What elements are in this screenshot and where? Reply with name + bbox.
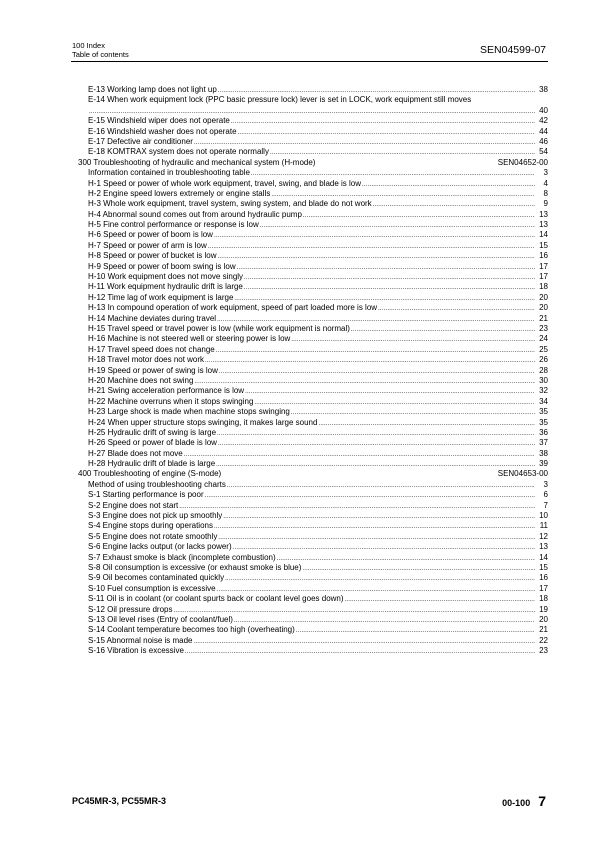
toc-page-number: 24	[539, 334, 548, 344]
toc-page-number: 11	[539, 521, 548, 531]
toc-section-heading	[76, 469, 548, 479]
toc-entry	[76, 179, 548, 189]
footer-page-number: 7	[538, 793, 546, 809]
dot-leader	[260, 221, 535, 231]
toc-entry-title: H-26 Speed or power of blade is low	[88, 438, 217, 448]
toc-entry	[76, 272, 548, 282]
toc-page-number: 15	[539, 240, 548, 250]
toc-page-number: 4	[543, 178, 548, 188]
toc-page-number: 20	[539, 292, 548, 302]
toc-entry	[76, 407, 548, 417]
toc-entry-title: S-8 Oil consumption is excessive (or exhaust smoke is blue)	[88, 562, 302, 572]
toc-entry	[76, 314, 548, 324]
toc-entry	[76, 428, 548, 438]
toc-entry-title: H-8 Speed or power of bucket is low	[88, 251, 217, 261]
toc-entry-title: S-2 Engine does not start	[88, 500, 179, 510]
dot-leader	[291, 335, 535, 345]
toc-page-number: 14	[539, 552, 548, 562]
toc-entry	[76, 262, 548, 272]
toc-entry-title: S-12 Oil pressure drops	[88, 604, 173, 614]
dot-leader	[214, 522, 535, 532]
toc-entry-title: H-16 Machine is not steered well or steering power is low	[88, 334, 291, 344]
toc-page-number: 3	[543, 479, 548, 489]
toc-entry-title: H-20 Machine does not swing	[88, 375, 194, 385]
dot-leader	[179, 502, 535, 512]
header-doc-code: SEN04599-07	[480, 44, 546, 56]
toc-page-number: 16	[539, 573, 548, 583]
toc-page-number: 26	[539, 355, 548, 365]
toc-entry	[76, 210, 548, 220]
dot-leader	[214, 231, 535, 241]
toc-entry	[76, 251, 548, 261]
dot-leader	[231, 117, 535, 127]
toc-page-number: 18	[539, 594, 548, 604]
toc-entry	[76, 241, 548, 251]
toc-page-number: 3	[543, 168, 548, 178]
toc-page-number: 13	[539, 209, 548, 219]
dot-leader	[216, 460, 535, 470]
footer-right	[502, 793, 546, 809]
dot-leader	[345, 595, 535, 605]
toc-entry-title: H-23 Large shock is made when machine stops swinging	[88, 407, 290, 417]
toc-entry	[76, 397, 548, 407]
toc-entry-title: E-18 KOMTRAX system does not operate normally	[88, 147, 269, 157]
toc-page-number: 25	[539, 344, 548, 354]
toc-section-code: SEN04653-00	[497, 469, 548, 479]
toc-page-number: 22	[539, 635, 548, 645]
toc-entry	[76, 366, 548, 376]
toc-entry-title: H-18 Travel motor does not work	[88, 355, 205, 365]
toc-entry-title: H-25 Hydraulic drift of swing is large	[88, 427, 217, 437]
toc-page-number: 28	[539, 365, 548, 375]
dot-leader	[254, 398, 535, 408]
footer-section-code: 00-100	[502, 798, 531, 808]
toc-page-number: 13	[539, 542, 548, 552]
toc-entry-title: S-9 Oil becomes contaminated quickly	[88, 573, 225, 583]
toc-page-number: 16	[539, 251, 548, 261]
toc-entry	[76, 573, 548, 583]
dot-leader	[218, 252, 535, 262]
toc-entry-title: S-4 Engine stops during operations	[88, 521, 213, 531]
toc-page-number: 40	[539, 105, 548, 115]
toc-page-number: 17	[539, 261, 548, 271]
toc-entry-title: S-16 Vibration is excessive	[88, 646, 184, 656]
dot-leader	[245, 387, 535, 397]
toc-entry	[76, 553, 548, 563]
dot-leader	[244, 283, 535, 293]
toc-entry	[76, 376, 548, 386]
toc-entry-title: S-10 Fuel consumption is excessive	[88, 583, 216, 593]
toc-entry-title: E-13 Working lamp does not light up	[88, 85, 217, 94]
toc-page-number: 34	[539, 396, 548, 406]
toc-entry-title: H-28 Hydraulic drift of blade is large	[88, 459, 216, 469]
toc-entry	[76, 147, 548, 157]
dot-leader	[223, 512, 535, 522]
toc-entry-title: S-1 Starting performance is poor	[88, 490, 204, 500]
toc-entry-title: H-11 Work equipment hydraulic drift is large	[88, 282, 243, 292]
toc-entry-title: H-3 Whole work equipment, travel system, swing system, and blade do not work	[88, 199, 372, 209]
toc-entry-title: H-6 Speed or power of boom is low	[88, 230, 213, 240]
toc-entry-title: H-2 Engine speed lowers extremely or engine stalls	[88, 188, 271, 198]
toc-entry-title: H-5 Fine control performance or response is low	[88, 220, 259, 230]
dot-leader	[291, 408, 535, 418]
dot-leader	[205, 491, 535, 501]
toc-entry	[76, 438, 548, 448]
toc-page-number: 19	[539, 604, 548, 614]
dot-leader	[217, 429, 535, 439]
page-header-left	[72, 41, 129, 59]
toc-entry	[76, 636, 548, 646]
toc-entry	[76, 532, 548, 542]
toc-page-number: 10	[539, 511, 548, 521]
toc-entry-title: S-6 Engine lacks output (or lacks power)	[88, 542, 232, 552]
dot-leader	[237, 263, 535, 273]
toc-entry	[76, 459, 548, 469]
toc-entry-title: H-21 Swing acceleration performance is low	[88, 386, 245, 396]
toc-entry	[76, 189, 548, 199]
toc-entry-title: H-19 Speed or power of swing is low	[88, 365, 218, 375]
dot-leader	[362, 180, 535, 190]
toc-entry	[76, 199, 548, 209]
dot-leader	[225, 574, 535, 584]
toc-entry	[76, 355, 548, 365]
toc-entry	[76, 324, 548, 334]
toc-entry-title: H-14 Machine deviates during travel	[88, 313, 217, 323]
table-of-contents	[76, 85, 548, 656]
toc-section-code: SEN04652-00	[497, 157, 548, 167]
toc-entry-title: Method of using troubleshooting charts	[88, 479, 226, 489]
header-section-title: 100 Index	[72, 41, 105, 50]
toc-entry	[76, 615, 548, 625]
toc-page-number: 21	[539, 625, 548, 635]
toc-entry	[76, 490, 548, 500]
toc-entry-title: H-7 Speed or power of arm is low	[88, 240, 207, 250]
dot-leader	[238, 128, 535, 138]
toc-entry-continuation	[76, 106, 548, 116]
toc-entry-title: H-13 In compound operation of work equipment, speed of part loaded more is low	[88, 303, 378, 313]
toc-section-title: 300 Troubleshooting of hydraulic and mechanical system (H-mode)	[78, 157, 316, 167]
toc-entry-title: H-10 Work equipment does not move singly	[88, 272, 244, 282]
toc-entry	[76, 542, 548, 552]
toc-entry	[76, 386, 548, 396]
toc-page-number: 35	[539, 417, 548, 427]
dot-leader	[216, 346, 535, 356]
toc-entry	[76, 303, 548, 313]
toc-entry	[76, 511, 548, 521]
toc-entry	[76, 137, 548, 147]
toc-entry-title: H-27 Blade does not move	[88, 448, 183, 458]
header-subtitle: Table of contents	[72, 50, 129, 59]
toc-entry	[76, 220, 548, 230]
toc-page-number: 32	[539, 386, 548, 396]
toc-entry	[76, 116, 548, 126]
toc-page-number: 38	[539, 85, 548, 94]
toc-page-number: 39	[539, 459, 548, 469]
toc-page-number: 46	[539, 136, 548, 146]
dot-leader	[244, 273, 535, 283]
dot-leader	[218, 439, 535, 449]
toc-section-heading	[76, 158, 548, 168]
toc-entry-title: Information contained in troubleshooting table	[88, 168, 250, 178]
toc-page-number: 12	[539, 531, 548, 541]
toc-entry-title: E-16 Windshield washer does not operate	[88, 126, 237, 136]
toc-entry	[76, 127, 548, 137]
toc-entry	[76, 230, 548, 240]
toc-entry-title: H-24 When upper structure stops swinging, it makes large sound	[88, 417, 318, 427]
toc-entry	[76, 605, 548, 615]
toc-page-number: 18	[539, 282, 548, 292]
toc-page-number: 15	[539, 562, 548, 572]
toc-entry	[76, 480, 548, 490]
dot-leader	[233, 543, 535, 553]
toc-entry	[76, 521, 548, 531]
toc-entry-title: H-17 Travel speed does not change	[88, 344, 215, 354]
toc-page-number: 30	[539, 375, 548, 385]
dot-leader	[318, 419, 535, 429]
dot-leader	[277, 554, 535, 564]
dot-leader	[302, 564, 535, 574]
toc-entry-title: H-1 Speed or power of whole work equipment, travel, swing, and blade is low	[88, 178, 362, 188]
dot-leader	[218, 533, 535, 543]
toc-page-number: 6	[543, 490, 548, 500]
toc-section-title: 400 Troubleshooting of engine (S-mode)	[78, 469, 222, 479]
toc-page-number: 23	[539, 323, 548, 333]
dot-leader	[194, 377, 535, 387]
dot-leader	[194, 637, 536, 647]
toc-entry-title: H-12 Time lag of work equipment is large	[88, 292, 234, 302]
toc-entry-title: H-15 Travel speed or travel power is low (while work equipment is normal)	[88, 323, 350, 333]
dot-leader	[373, 200, 535, 210]
toc-page-number: 20	[539, 614, 548, 624]
toc-page-number: 20	[539, 303, 548, 313]
toc-entry	[76, 625, 548, 635]
toc-page-number: 23	[539, 646, 548, 656]
dot-leader	[184, 450, 535, 460]
toc-entry-title: S-15 Abnormal noise is made	[88, 635, 193, 645]
toc-page-number: 13	[539, 220, 548, 230]
toc-entry-title: S-5 Engine does not rotate smoothly	[88, 531, 218, 541]
toc-page-number: 17	[539, 272, 548, 282]
dot-leader	[227, 481, 535, 491]
toc-entry	[76, 646, 548, 656]
toc-entry	[76, 345, 548, 355]
toc-page-number: 54	[539, 147, 548, 157]
footer-models: PC45MR-3, PC55MR-3	[72, 796, 167, 806]
toc-page-number: 14	[539, 230, 548, 240]
toc-page-number: 8	[543, 188, 548, 198]
toc-page-number: 44	[539, 126, 548, 136]
toc-entry-title: H-22 Machine overruns when it stops swinging	[88, 396, 254, 406]
toc-entry	[76, 594, 548, 604]
toc-page-number: 7	[543, 500, 548, 510]
dot-leader	[208, 242, 535, 252]
toc-entry	[76, 282, 548, 292]
toc-page-number: 17	[539, 583, 548, 593]
toc-page-number: 42	[539, 116, 548, 126]
toc-page-number: 9	[543, 199, 548, 209]
toc-entry	[76, 168, 548, 178]
toc-page-number: 37	[539, 438, 548, 448]
dot-leader	[205, 356, 535, 366]
toc-entry	[76, 501, 548, 511]
toc-page-number: 21	[539, 313, 548, 323]
toc-page-number: 35	[539, 407, 548, 417]
toc-entry-title: S-13 Oil level rises (Entry of coolant/fuel)	[88, 614, 233, 624]
toc-entry-title: S-7 Exhaust smoke is black (incomplete combustion)	[88, 552, 276, 562]
toc-entry-title: E-14 When work equipment lock (PPC basic pressure lock) lever is set in LOCK, work equipment still moves	[88, 95, 472, 105]
toc-entry-title: S-14 Coolant temperature becomes too high (overheating)	[88, 625, 295, 635]
toc-entry-title: H-4 Abnormal sound comes out from around hydraulic pump	[88, 209, 302, 219]
toc-entry-title: H-9 Speed or power of boom swing is low	[88, 261, 236, 271]
toc-entry-title: E-17 Defective air conditioner	[88, 136, 193, 146]
toc-entry-title: E-15 Windshield wiper does not operate	[88, 116, 230, 126]
toc-entry	[76, 334, 548, 344]
toc-entry-title: S-3 Engine does not pick up smoothly	[88, 511, 223, 521]
dot-leader	[185, 647, 535, 657]
dot-leader	[219, 367, 535, 377]
dot-leader	[378, 304, 535, 314]
dot-leader	[303, 211, 535, 221]
toc-page-number: 36	[539, 427, 548, 437]
toc-entry	[76, 418, 548, 428]
toc-entry	[76, 293, 548, 303]
toc-entry	[76, 584, 548, 594]
toc-entry	[76, 449, 548, 459]
toc-entry	[76, 85, 548, 95]
toc-entry	[76, 563, 548, 573]
toc-entry-title: S-11 Oil is in coolant (or coolant spurts back or coolant level goes down)	[88, 594, 344, 604]
dot-leader	[351, 325, 535, 335]
toc-entry	[76, 95, 548, 105]
dot-leader	[296, 626, 535, 636]
header-rule	[71, 61, 548, 62]
toc-page-number: 38	[539, 448, 548, 458]
